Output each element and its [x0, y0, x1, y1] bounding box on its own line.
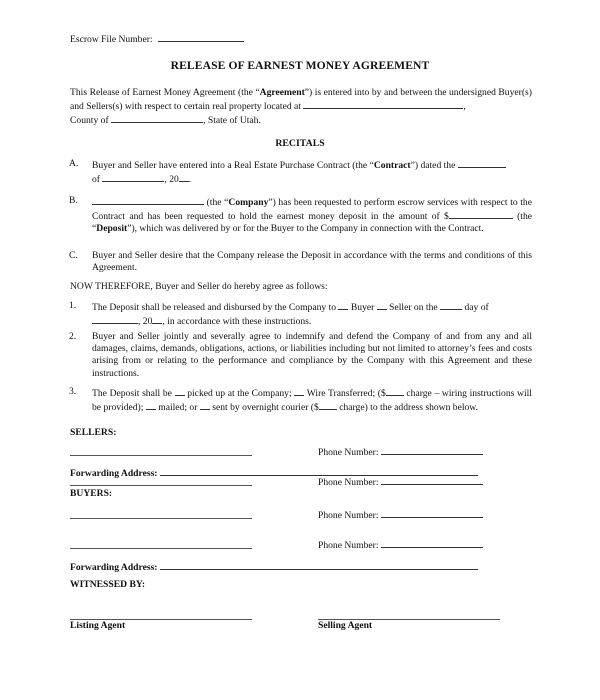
term-text: The Deposit shall be: [92, 388, 172, 399]
deposit-term: Deposit: [96, 223, 128, 235]
term-marker: 2.: [69, 331, 77, 342]
forwarding-address-label: Forwarding Address:: [70, 562, 158, 573]
sellers-heading: SELLERS:: [70, 427, 117, 438]
recital-marker: B.: [69, 195, 78, 206]
term-text: Buyer: [350, 302, 375, 313]
pickup-checkbox[interactable]: [175, 386, 185, 396]
state-text: , State of Utah.: [203, 115, 261, 127]
recital-text: , 20: [164, 174, 179, 186]
seller-1-signature-line[interactable]: [70, 455, 252, 456]
recital-text: (the “: [206, 197, 229, 208]
recital-text: Buyer and Seller desire that the Company release the Deposit in accordance with the terms and conditions of this Agreement.: [92, 250, 532, 274]
term-3: [69, 386, 532, 414]
term-marker: 3.: [69, 386, 77, 397]
release-day-field[interactable]: [440, 300, 462, 310]
term-text: , in accordance with these instructions.: [162, 316, 312, 328]
county-label: County of: [70, 115, 109, 127]
term-marker: 1.: [69, 300, 77, 311]
buyer-1-signature-line[interactable]: [70, 518, 252, 519]
contract-day-field[interactable]: [458, 158, 506, 168]
phone-label: Phone Number:: [318, 510, 379, 521]
recital-text: Buyer and Seller have entered into a Real Estate Purchase Contract (the “: [92, 160, 374, 171]
term-text: Seller on the: [389, 302, 438, 313]
escrow-file-number-label: Escrow File Number:: [70, 34, 153, 45]
term-text: charge) to the address shown below.: [339, 402, 479, 414]
intro-paragraph: [70, 87, 532, 128]
escrow-file-number-field[interactable]: [158, 32, 244, 42]
release-month-field[interactable]: [92, 314, 138, 324]
wire-transfer-checkbox[interactable]: [294, 386, 304, 396]
phone-label: Phone Number:: [318, 447, 379, 458]
seller-1-phone-row: [318, 445, 483, 459]
deposit-amount-field[interactable]: [449, 209, 513, 219]
company-name-field[interactable]: [92, 195, 204, 205]
agreement-term: Agreement: [259, 87, 305, 98]
now-therefore-text: NOW THEREFORE, Buyer and Seller do hereby agree as follows:: [70, 281, 328, 292]
sellers-forwarding-address-field[interactable]: [160, 466, 478, 476]
recital-text: ”), which was delivered by or for the Buyer to the Company in connection with the Contract.: [127, 223, 484, 235]
recital-text: of: [92, 174, 100, 186]
intro-text: ”) is entered into by and between the undersigned Buyer(s) and Sellers(s) with respect to certain real property located at: [70, 87, 532, 113]
release-year-field[interactable]: [152, 314, 162, 324]
recital-b: [69, 195, 533, 236]
term-1: [69, 300, 532, 328]
forwarding-address-label: Forwarding Address:: [70, 468, 158, 479]
county-field[interactable]: [111, 113, 203, 123]
term-text: Wire Transferred; ($: [306, 388, 386, 399]
term-text: charge – wiring instructions will be provided);: [92, 388, 532, 414]
release-to-buyer-checkbox[interactable]: [338, 300, 348, 310]
term-text: picked up at the Company;: [187, 388, 292, 399]
selling-agent-label: Selling Agent: [318, 620, 373, 631]
period: .: [188, 174, 192, 186]
buyer-1-phone-field[interactable]: [381, 508, 483, 518]
buyer-2-phone-field[interactable]: [381, 538, 483, 548]
contract-month-field[interactable]: [102, 172, 164, 182]
buyers-forwarding-address-field[interactable]: [160, 560, 478, 570]
term-2: [69, 331, 532, 380]
sellers-forwarding-address-row: [70, 466, 478, 480]
intro-text: This Release of Earnest Money Agreement (the “: [70, 87, 260, 98]
recital-text: ”) has been requested to perform escrow services with respect to the Contract and has been requested to hold the earnest money deposit in the amount of $: [92, 197, 532, 223]
buyer-2-signature-line[interactable]: [70, 548, 252, 549]
phone-label: Phone Number:: [318, 477, 379, 488]
recital-c: [69, 250, 532, 274]
contract-term: Contract: [373, 160, 411, 171]
buyer-2-phone-row: [318, 538, 483, 552]
term-text: The Deposit shall be released and disbursed by the Company to: [92, 302, 337, 313]
comma: ,: [463, 101, 466, 113]
recital-marker: C.: [69, 250, 78, 261]
term-text: mailed; or: [158, 402, 198, 414]
term-text: , 20: [138, 316, 153, 328]
recitals-heading: RECITALS: [275, 138, 325, 149]
listing-agent-label: Listing Agent: [70, 620, 126, 631]
property-location-field[interactable]: [303, 99, 463, 109]
buyers-forwarding-address-row: [70, 560, 478, 574]
mailed-checkbox[interactable]: [146, 400, 156, 410]
witnessed-by-heading: WITNESSED BY:: [70, 579, 146, 590]
release-to-seller-checkbox[interactable]: [377, 300, 387, 310]
phone-label: Phone Number:: [318, 540, 379, 551]
courier-charge-field[interactable]: [319, 400, 337, 410]
document-title: RELEASE OF EARNEST MONEY AGREEMENT: [170, 59, 430, 72]
recital-marker: A.: [69, 158, 79, 169]
recital-a: [69, 158, 532, 186]
courier-checkbox[interactable]: [200, 400, 210, 410]
term-text: day of: [464, 302, 489, 313]
contract-year-field[interactable]: [179, 172, 189, 182]
company-term: Company: [228, 197, 269, 208]
escrow-file-number-row: [70, 32, 244, 46]
wire-charge-field[interactable]: [386, 386, 404, 396]
recital-text: (the “: [92, 211, 533, 235]
seller-1-phone-field[interactable]: [381, 445, 483, 455]
recital-text: ”) dated the: [410, 160, 456, 171]
buyer-1-phone-row: [318, 508, 483, 522]
term-text: sent by overnight courier ($: [212, 402, 319, 414]
seller-2-signature-line[interactable]: [70, 485, 252, 486]
term-text: Buyer and Seller jointly and severally agree to indemnify and defend the Company of and from any and all damages, claims, demands, obligations, actions, or liabilities including but not limited to attorney’s fees and costs arising from or relating to the performance and compliance by the Company with this Agreement and these instructions.: [92, 331, 532, 379]
buyers-heading: BUYERS:: [70, 488, 113, 499]
